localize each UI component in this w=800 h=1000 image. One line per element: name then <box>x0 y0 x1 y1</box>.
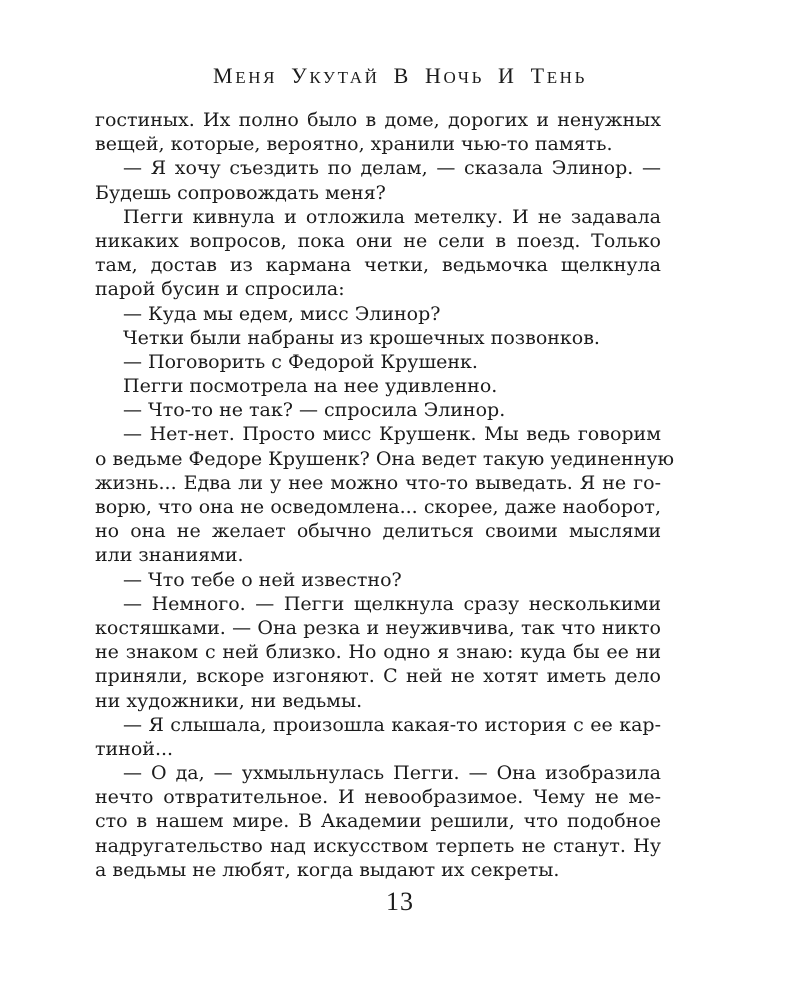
running-head-initial: У <box>291 63 310 88</box>
text-line: о ведьме Федоре Крушенк? Она ведет такую уединенную <box>95 447 675 470</box>
text-line: Пегги кивнула и отложила метелку. И не задавала <box>123 205 661 228</box>
text-line: но она не желает обычно делиться своими мыслями <box>95 520 661 543</box>
running-head-word <box>498 63 517 88</box>
text-line: не знаком с ней близко. Но одно я знаю: куда бы ее ни <box>95 641 661 664</box>
text-line: или знаниями. <box>95 544 244 567</box>
running-head-rest: ЕНЬ <box>546 68 587 87</box>
text-line: — Поговорить с Федорой Крушенк. <box>123 350 478 373</box>
text-line: гостиных. Их полно было в доме, дорогих и ненужных <box>95 109 661 131</box>
running-head-rest: КУТАЙ <box>309 68 380 87</box>
text-line: Пегги посмотрела на нее удивленно. <box>123 375 498 398</box>
body-text <box>95 108 675 882</box>
text-line: вещей, которые, вероятно, хранили чью-то память. <box>95 133 613 156</box>
text-line: надругательство над искусством терпеть не станут. Ну <box>95 834 661 857</box>
text-line: приняли, вскоре изгоняют. С ней не хотят иметь дело <box>95 665 661 688</box>
running-head-word <box>394 63 411 88</box>
running-head-word <box>425 63 484 88</box>
text-line: — О да, — ухмыльнулась Пегги. — Она изобразила <box>123 762 661 785</box>
text-line: а ведьмы не любят, когда выдают их секреты. <box>95 858 560 881</box>
text-line: жизнь... Едва ли у нее можно что-то выведать. Я не го- <box>95 471 661 494</box>
text-line: сто в нашем мире. В Академии решили, что подобное <box>95 810 661 833</box>
text-line: — Нет-нет. Просто мисс Крушенк. Мы ведь говорим <box>123 423 661 446</box>
page-number: 13 <box>386 887 414 916</box>
running-head-rest: ОЧЬ <box>443 68 484 87</box>
text-line: Четки были набраны из крошечных позвонков. <box>123 326 600 349</box>
running-head-rest: ЕНЯ <box>235 68 278 87</box>
text-line: парой бусин и спросила: <box>95 278 345 301</box>
running-head <box>0 63 800 91</box>
text-line: тиной... <box>95 737 174 760</box>
text-line: никаких вопросов, пока они не сели в поезд. Только <box>95 229 661 252</box>
text-line: Будешь сопровождать меня? <box>95 181 386 204</box>
running-head-initial: Т <box>530 63 547 88</box>
text-line: нечто отвратительное. И невообразимое. Чему не ме- <box>95 786 661 809</box>
running-head-word <box>213 63 277 88</box>
running-head-initial: М <box>213 63 236 88</box>
text-line: там, достав из кармана четки, ведьмочка щелкнула <box>95 254 661 277</box>
text-line: ворю, что она не осведомлена... скорее, даже наоборот, <box>95 496 661 518</box>
text-line: — Что-то не так? — спросила Элинор. <box>123 399 506 422</box>
text-line: ни художники, ни ведьмы. <box>95 689 363 712</box>
text-line: — Я слышала, произошла какая-то история с ее кар- <box>123 713 661 736</box>
text-line: — Куда мы едем, мисс Элинор? <box>123 302 441 325</box>
text-line: — Немного. — Пегги щелкнула сразу несколькими <box>123 592 661 615</box>
running-head-word <box>291 63 379 88</box>
running-head-initial: В <box>393 63 411 88</box>
text-line: — Я хочу съездить по делам, — сказала Элинор. — <box>123 157 661 180</box>
running-head-initial: И <box>498 63 517 88</box>
text-line: — Что тебе о ней известно? <box>123 568 402 591</box>
running-head-word <box>531 63 587 88</box>
text-line: костяшками. — Она резка и неуживчива, так что никто <box>95 616 661 639</box>
running-head-initial: Н <box>424 63 444 88</box>
